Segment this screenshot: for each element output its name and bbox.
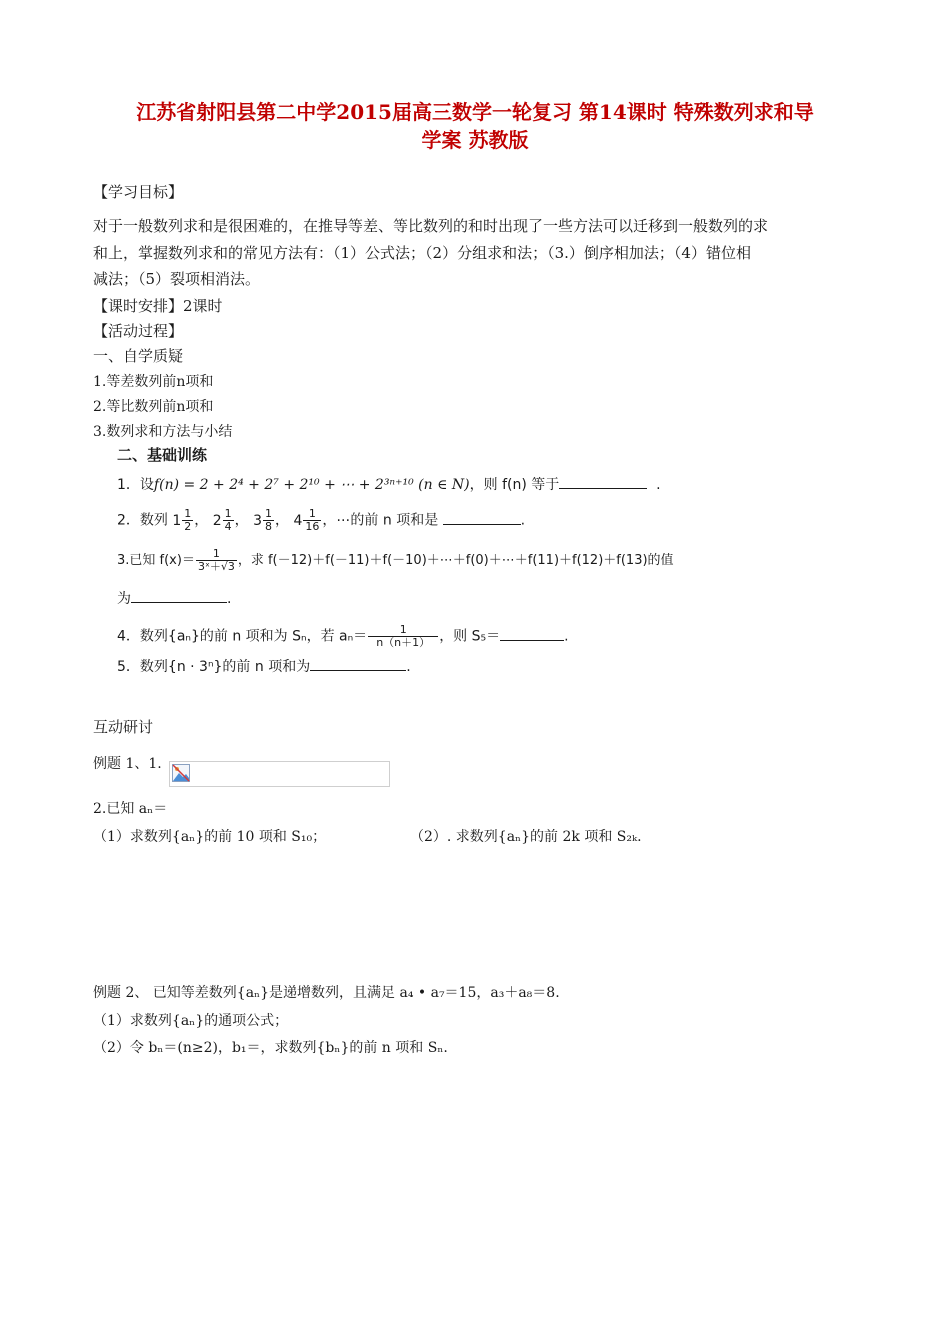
q1-suffix: ，则 f(n) 等于 bbox=[469, 477, 560, 493]
q4-end: . bbox=[564, 628, 569, 645]
goals-heading: 【学习目标】 bbox=[93, 183, 184, 201]
question-3 bbox=[117, 548, 674, 573]
q2-term-3: 3 $\frac{1}{8}$ bbox=[253, 507, 273, 533]
question-4 bbox=[117, 624, 569, 649]
q4-suffix: ，则 S₅＝ bbox=[439, 628, 501, 645]
q2-suffix: ，⋯的前 n 项和是 bbox=[322, 512, 439, 529]
q1-end: . bbox=[656, 477, 661, 493]
q4-frac-den: n（n＋1） bbox=[376, 636, 431, 649]
q1-answer-blank[interactable] bbox=[559, 474, 647, 489]
q1-prefix: 1．设 bbox=[117, 477, 154, 493]
q5-end: . bbox=[406, 659, 411, 675]
q2-term-4: 4 $\frac{1}{16}$ bbox=[293, 507, 320, 533]
q3-suffix: ，求 f(－12)＋f(－11)＋f(－10)＋⋯＋f(0)＋⋯＋f(11)＋f(12)＋f(13)的值 bbox=[237, 553, 674, 568]
question-3-line2 bbox=[117, 588, 231, 608]
example-1-part-2: 2.已知 aₙ＝ bbox=[93, 801, 168, 817]
example-2-sub-2: （2）令 bₙ＝(n≥2)，b₁＝，求数列{bₙ}的前 n 项和 Sₙ. bbox=[93, 1040, 448, 1056]
example-2-sub-1: （1）求数列{aₙ}的通项公式； bbox=[93, 1013, 289, 1029]
q5-prefix: 5．数列{n · 3ⁿ}的前 n 项和为 bbox=[117, 659, 311, 675]
interactive-heading: 互动研讨 bbox=[93, 718, 154, 736]
q4-answer-blank[interactable] bbox=[500, 626, 564, 641]
q3-line2: 为 bbox=[117, 591, 131, 607]
document-title-line1: 江苏省射阳县第二中学2015届高三数学一轮复习 第14课时 特殊数列求和导 bbox=[136, 100, 814, 124]
q3-prefix: 3.已知 f(x)＝ bbox=[117, 553, 195, 568]
q2-answer-blank[interactable] bbox=[443, 510, 521, 525]
broken-image-icon bbox=[172, 764, 190, 782]
q5-answer-blank[interactable] bbox=[310, 656, 406, 671]
q1-formula: f(n) = 2 + 2⁴ + 2⁷ + 2¹⁰ + ⋯ + 2³ⁿ⁺¹⁰ (n ∈ N) bbox=[153, 477, 470, 493]
example-1-sub-2: （2）. 求数列{aₙ}的前 2k 项和 S₂ₖ. bbox=[410, 829, 642, 845]
self-study-item-2: 2.等比数列前n项和 bbox=[93, 399, 214, 415]
q2-term-2: 2 $\frac{1}{4}$ bbox=[212, 507, 232, 533]
q4-frac-num: 1 bbox=[368, 624, 438, 637]
process-heading: 【活动过程】 bbox=[93, 322, 184, 340]
q3-frac-den: 3ˣ＋√3 bbox=[197, 560, 235, 573]
basic-training-heading: 二、基础训练 bbox=[117, 446, 208, 464]
example-2: 例题 2、 已知等差数列{aₙ}是递增数列，且满足 a₄ • a₇＝15，a₃＋a₈＝8. bbox=[93, 985, 560, 1001]
missing-image-placeholder bbox=[169, 761, 390, 787]
goals-text-line2: 和上，掌握数列求和的常见方法有：（1）公式法；（2）分组求和法；（3.）倒序相加法；（4）错位相 bbox=[93, 244, 751, 262]
document-title-line2: 学案 苏教版 bbox=[421, 128, 529, 152]
schedule-line: 【课时安排】2课时 bbox=[93, 297, 223, 315]
example-1-label: 例题 1、1. bbox=[93, 756, 162, 772]
self-study-item-1: 1.等差数列前n项和 bbox=[93, 374, 214, 390]
self-study-item-3: 3.数列求和方法与小结 bbox=[93, 424, 233, 440]
q4-prefix: 4．数列{aₙ}的前 n 项和为 Sₙ，若 aₙ＝ bbox=[117, 628, 368, 645]
question-1 bbox=[117, 474, 661, 494]
q3-frac-num: 1 bbox=[196, 548, 237, 561]
q2-term-1: 1 $\frac{1}{2}$ bbox=[172, 507, 192, 533]
example-1-sub-1: （1）求数列{aₙ}的前 10 项和 S₁₀； bbox=[93, 829, 327, 845]
q3-answer-blank[interactable] bbox=[131, 588, 227, 603]
q2-prefix: 2．数列 bbox=[117, 512, 168, 529]
q2-end: . bbox=[520, 512, 526, 529]
self-study-heading: 一、自学质疑 bbox=[93, 347, 184, 365]
question-5 bbox=[117, 656, 411, 676]
goals-text-line3: 减法；（5）裂项相消法。 bbox=[93, 270, 261, 288]
goals-text-line1: 对于一般数列求和是很困难的，在推导等差、等比数列的和时出现了一些方法可以迁移到一般数列的求 bbox=[93, 217, 769, 235]
q3-end: . bbox=[227, 591, 232, 607]
question-2: 2．数列 1 $\frac{1}{2}$ ， 2 $\frac{1}{4}$ ， 3 $\frac{1}{8}$ ， 4 $\frac{1}{16}$ ，⋯的前 n 项和是 . bbox=[117, 507, 526, 533]
